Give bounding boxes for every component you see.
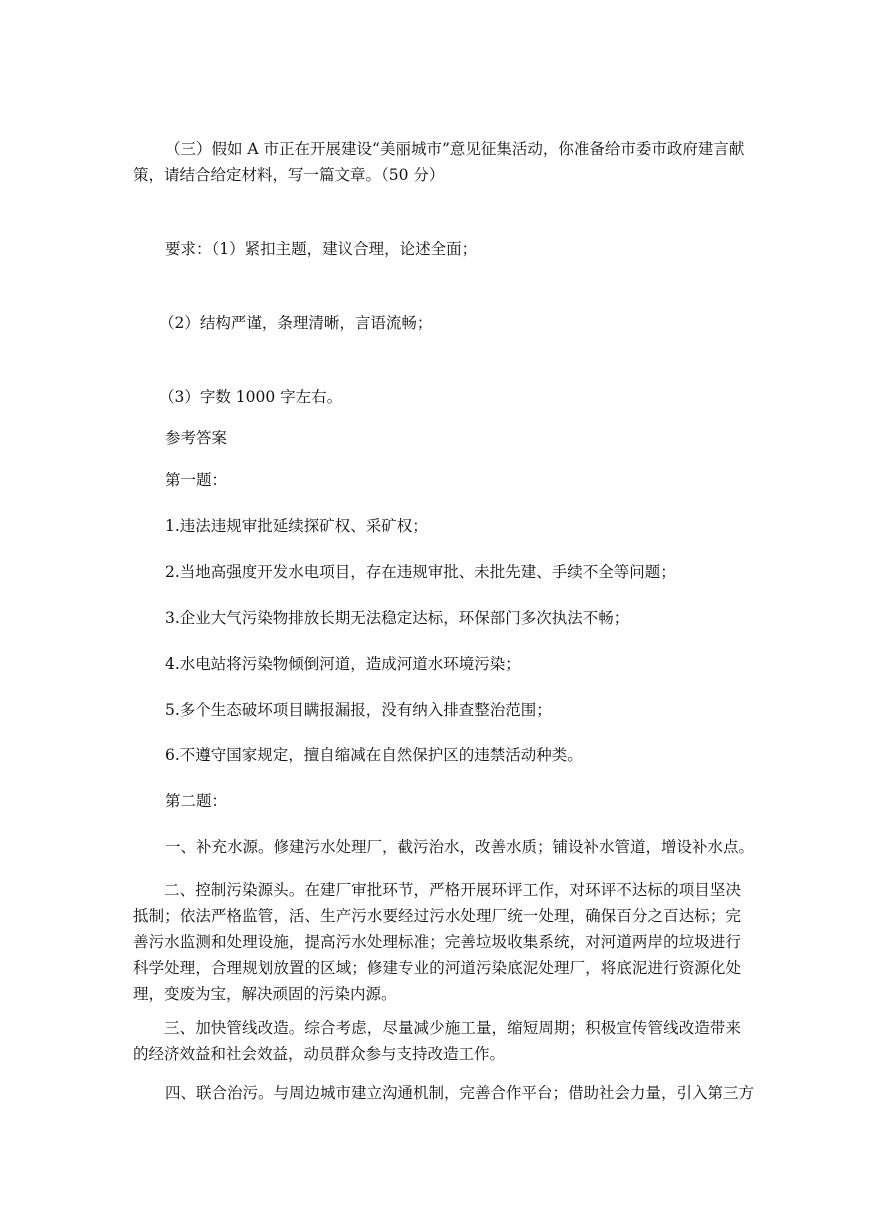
reference-answer-heading: 参考答案 [165,429,228,447]
q1-item-6: 6.不遵守国家规定，擅自缩减在自然保护区的违禁活动种类。 [165,746,583,764]
question3-line-2: 策，请结合给定材料，写一篇文章。（50 分） [133,166,445,184]
requirement-1: 要求：（1）紧扣主题，建议合理，论述全面； [165,240,478,258]
q1-item-2: 2.当地高强度开发水电项目，存在违规审批、未批先建、手续不全等问题； [165,563,676,581]
q2-paragraph-4: 四、联合治污。与周边城市建立沟通机制，完善合作平台；借助社会力量，引入第三方 [165,1084,755,1102]
requirement-3: （3）字数 1000 字左右。 [159,388,343,406]
question3-line-1: （三）假如 A 市正在开展建设“美丽城市”意见征集活动，你准备给市委市政府建言献 [165,140,745,158]
q1-item-4: 4.水电站将污染物倾倒河道，造成河道水环境污染； [165,655,521,673]
q1-item-3: 3.企业大气污染物排放长期无法稳定达标，环保部门多次执法不畅； [165,609,630,627]
q2-paragraph-1: 一、补充水源。修建污水处理厂，截污治水，改善水质；铺设补水管道，增设补水点。 [165,838,755,856]
q1-item-1: 1.违法违规审批延续探矿权、采矿权； [165,517,428,535]
q1-item-5: 5.多个生态破坏项目瞒报漏报，没有纳入排查整治范围； [165,701,552,719]
requirement-2: （2）结构严谨，条理清晰，言语流畅； [159,314,433,332]
q1-heading: 第一题： [165,471,228,489]
q2-heading: 第二题： [165,792,228,810]
q2-paragraph-2: 二、控制污染源头。在建厂审批环节，严格开展环评工作，对环评不达标的项目坚决抵制；依法严格监管，活、生产污水要经过污水处理厂统一处理，确保百分之百达标；完善污水监测和处理设施，提高污水处理标准；完善垃圾收集系统，对河道两岸的垃圾进行科学处理，合理规划放置的区域；修建专业的河道污染底泥处理厂，将底泥进行资源化处理，变废为宝，解决顽固的污染内源。 [133,881,741,1003]
q2-paragraph-3: 三、加快管线改造。综合考虑，尽量减少施工量，缩短周期；积极宣传管线改造带来的经济效益和社会效益，动员群众参与支持改造工作。 [133,1019,741,1063]
